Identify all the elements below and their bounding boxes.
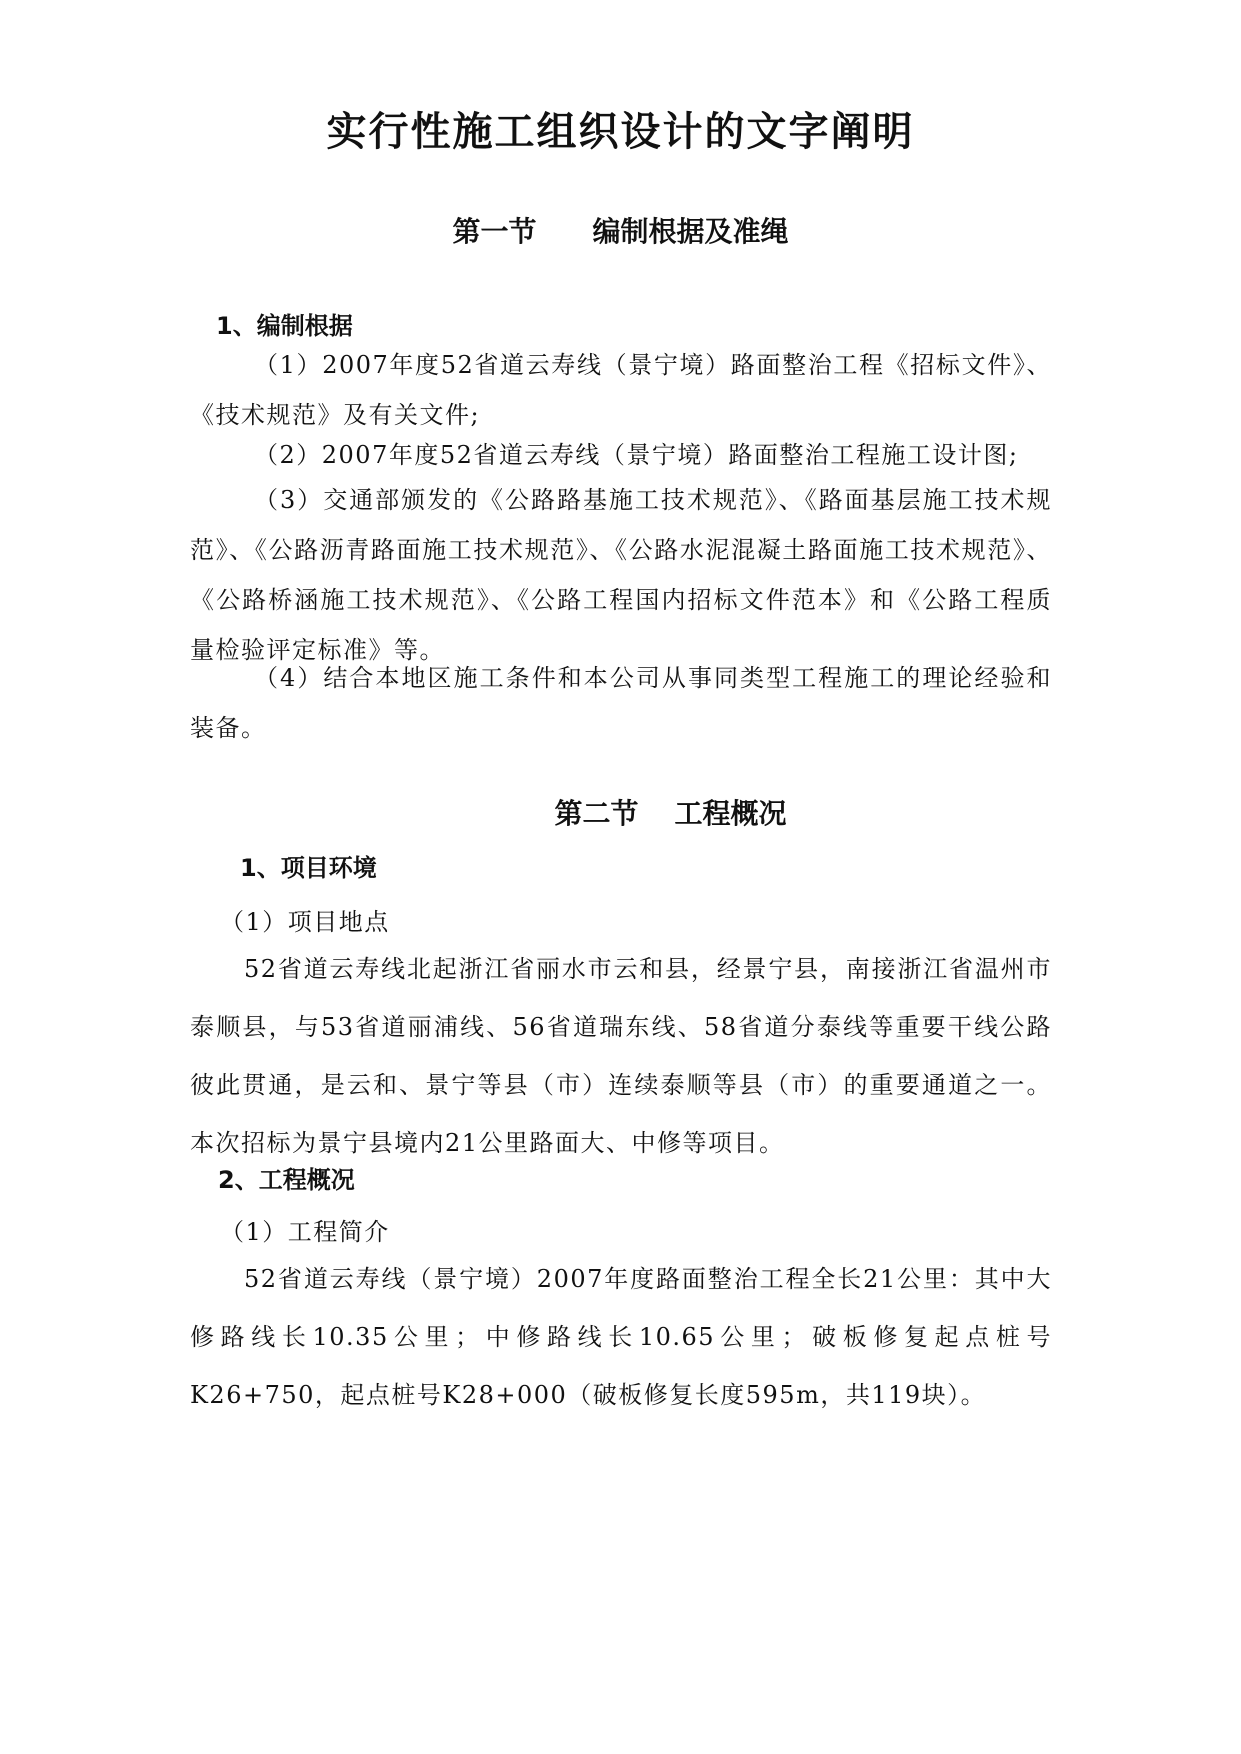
section-1-item-3: （3）交通部颁发的《公路路基施工技术规范》、《路面基层施工技术规范》、《公路沥青路面施工技术规范》、《公路水泥混凝土路面施工技术规范》、《公路桥涵施工技术规范》、《公路工程国内招标文件范本》和《公路工程质量检验评定标准》等。 [190,486,1052,664]
section-1-item-4: （4）结合本地区施工条件和本公司从事同类型工程施工的理论经验和装备。 [190,664,1052,742]
section-2-para-2: 52省道云寿线（景宁境）2007年度路面整治工程全长21公里：其中大修路线长10.35公里；中修路线长10.65公里；破板修复起点桩号K26+750，起点桩号K28+000（破板修复长度595m，共119块）。 [190,1265,1052,1409]
section-1-item-1: （1）2007年度52省道云寿线（景宁境）路面整治工程《招标文件》、《技术规范》及有关文件; [190,351,1052,429]
section-2-label: 第二节 [554,797,639,830]
section-2-title [50,792,1241,832]
section-1-name: 编制根据及准绳 [592,215,789,248]
section-1-title [0,210,1241,250]
section-2-name: 工程概况 [674,797,787,830]
section-1-item-2: （2）2007年度52省道云寿线（景宁境）路面整治工程施工设计图; [254,441,1019,469]
section-2-para-1: 52省道云寿线北起浙江省丽水市云和县，经景宁县，南接浙江省温州市泰顺县，与53省道丽浦线、56省道瑞东线、58省道分泰线等重要干线公路彼此贯通，是云和、景宁等县（市）连续泰顺等县（市）的重要通道之一。本次招标为景宁县境内21公里路面大、中修等项目。 [190,955,1052,1157]
section-2-sub-1: （1）项目地点 [220,908,390,936]
section-2-heading-2: 2、工程概况 [218,1166,355,1194]
section-2-sub-2: （1）工程简介 [220,1218,390,1246]
section-2-heading-1: 1、项目环境 [240,854,377,882]
section-1-label: 第一节 [452,215,537,248]
section-1-heading: 1、编制根据 [216,312,353,340]
document-title: 实行性施工组织设计的文字阐明 [326,109,915,155]
